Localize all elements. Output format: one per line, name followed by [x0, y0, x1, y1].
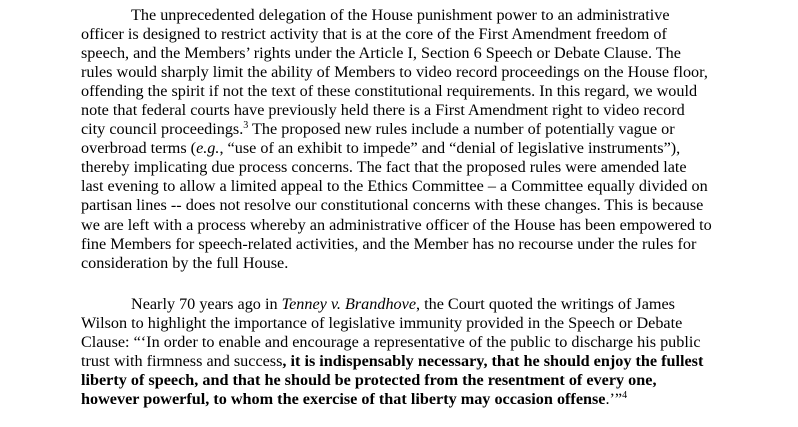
text-line: Clause: “‘In order to enable and encourage a representative of the public to discharge his public	[81, 333, 701, 352]
text-line: fine Members for speech-related activities, and the Member has no recourse under the rules for	[81, 234, 697, 253]
text-line: note that federal courts have previously held there is a First Amendment right to video record	[81, 101, 685, 120]
text-line: trust with firmness and success	[81, 352, 283, 371]
footnote-reference: 3	[243, 120, 249, 132]
italic-abbreviation: e.g.	[196, 139, 220, 158]
text-line: partisan lines -- does not resolve our constitutional concerns with these changes. This is because	[81, 196, 704, 215]
paragraph-house-punishment-power	[81, 6, 721, 273]
bold-quote: liberty of speech, and that he should be protected from the resentment of every one,	[81, 371, 657, 390]
text-line: , the Court quoted the writings of James	[416, 295, 675, 313]
text-line: city council proceedings.	[81, 120, 244, 139]
text-line: Wilson to highlight the importance of legislative immunity provided in the Speech or Debate	[81, 314, 683, 333]
text-line: we are left with a process whereby an administrative officer of the House has been empowered to	[81, 215, 712, 234]
text-line: offending the spirit if not the text of these constitutional requirements. In this regard, we would	[81, 82, 698, 101]
quote-end: .’”	[605, 390, 623, 409]
text-line: , “use of an exhibit to impede” and “denial of legislative instruments”),	[219, 139, 681, 158]
text-line: speech, and the Members’ rights under the Article I, Section 6 Speech or Debate Clause. The	[81, 44, 681, 63]
paragraph-tenney-v-brandhove	[81, 295, 721, 409]
bold-quote: however powerful, to whom the exercise of that liberty may occasion offense	[81, 390, 606, 409]
footnote-reference: 4	[622, 390, 628, 402]
text-line: The proposed new rules include a number of potentially vague or	[248, 120, 675, 139]
text-line: overbroad terms (	[81, 139, 197, 158]
text-line: last evening to allow a limited appeal to the Ethics Committee – a Committee equally divided on	[81, 177, 708, 196]
text-line: consideration by the full House.	[81, 253, 289, 272]
bold-quote: , it is indispensably necessary, that he should enjoy the fullest	[282, 352, 704, 371]
text-line: officer is designed to restrict activity that is at the core of the First Amendment freedom of	[81, 25, 667, 44]
text-line: rules would sharply limit the ability of Members to video record proceedings on the House floor,	[81, 63, 708, 82]
case-name: Tenney v. Brandhove	[281, 295, 417, 313]
text-line: thereby implicating due process concerns. The fact that the proposed rules were amended late	[81, 158, 687, 177]
text-line: Nearly 70 years ago in	[131, 295, 282, 313]
text-line: The unprecedented delegation of the House punishment power to an administrative	[131, 6, 670, 24]
